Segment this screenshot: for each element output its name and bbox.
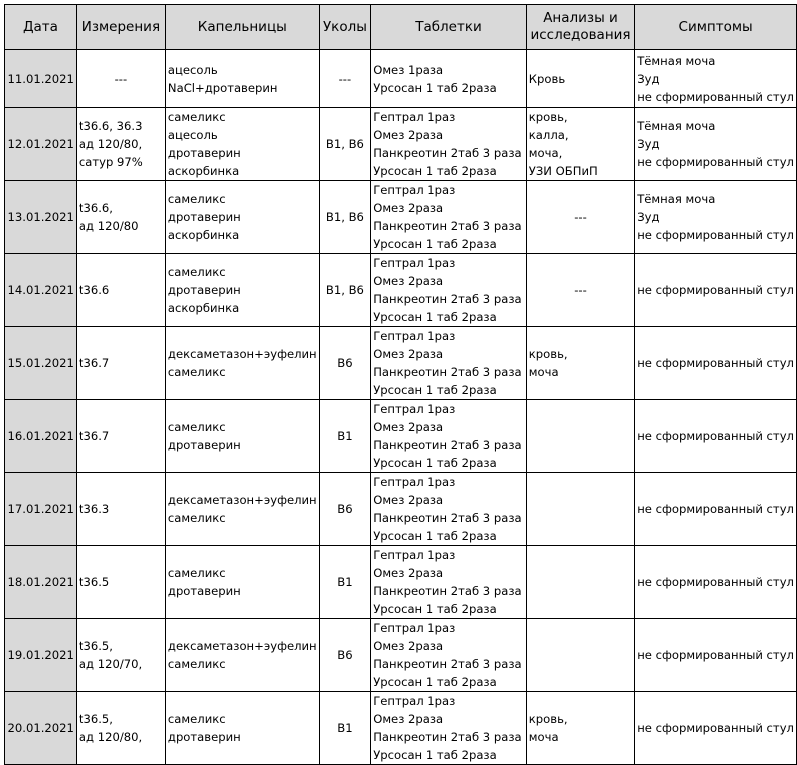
pills-line: Урсосан 1 таб 2раза <box>373 529 497 543</box>
analyses-cell <box>526 108 634 181</box>
pills-line: Панкреотин 2таб 3 раза <box>373 219 522 233</box>
pills-line: Урсосан 1 таб 2раза <box>373 602 497 616</box>
symptoms-cell <box>635 50 797 108</box>
analyses-line: моча <box>528 365 559 379</box>
pills-line: Гептрал 1раз <box>373 548 456 562</box>
drips-line: самеликс <box>167 511 226 525</box>
pills-line: Панкреотин 2таб 3 раза <box>373 584 522 598</box>
analyses-line: калла, <box>528 128 569 142</box>
measurements-cell <box>76 181 165 254</box>
injections-cell: --- <box>319 50 371 108</box>
analyses-line: --- <box>574 210 587 224</box>
drips-line: самеликс <box>167 566 226 580</box>
injections-cell: B1 <box>319 692 371 765</box>
pills-line: Омез 2раза <box>373 712 444 726</box>
drips-cell <box>165 50 319 108</box>
drips-line: дротаверин <box>167 283 241 297</box>
drips-cell <box>165 327 319 400</box>
pills-line: Гептрал 1раз <box>373 329 456 343</box>
measurements-line: t36.6 <box>78 283 110 297</box>
table-row <box>5 546 797 619</box>
table-row <box>5 619 797 692</box>
analyses-cell <box>526 473 634 546</box>
symptoms-line: Тёмная моча <box>637 192 716 206</box>
pills-line: Панкреотин 2таб 3 раза <box>373 511 522 525</box>
pills-line: Урсосан 1 таб 2раза <box>373 748 497 762</box>
injections-cell: B1 <box>319 400 371 473</box>
table-row <box>5 327 797 400</box>
measurements-cell <box>76 619 165 692</box>
drips-cell <box>165 546 319 619</box>
treatment-log-table <box>4 4 797 765</box>
measurements-line: ад 120/70, <box>78 657 143 671</box>
injections-cell: B1, B6 <box>319 108 371 181</box>
pills-line: Омез 2раза <box>373 201 444 215</box>
drips-cell <box>165 254 319 327</box>
analyses-line: кровь, <box>528 347 568 361</box>
symptoms-line: Зуд <box>637 210 660 224</box>
symptoms-line: не сформированный стул <box>637 721 794 735</box>
header-date: Дата <box>5 5 77 50</box>
analyses-cell <box>526 619 634 692</box>
measurements-cell <box>76 473 165 546</box>
pills-line: Панкреотин 2таб 3 раза <box>373 292 522 306</box>
pills-line: Омез 2раза <box>373 128 444 142</box>
header-injections: Уколы <box>319 5 371 50</box>
drips-line: дексаметазон+эуфелин <box>167 493 317 507</box>
injections-cell: B6 <box>319 327 371 400</box>
symptoms-line: Тёмная моча <box>637 53 716 68</box>
pills-line: Омез 2раза <box>373 493 444 507</box>
symptoms-cell <box>635 254 797 327</box>
drips-cell <box>165 400 319 473</box>
measurements-line: t36.7 <box>78 356 110 370</box>
symptoms-cell <box>635 108 797 181</box>
measurements-line: t36.3 <box>78 502 110 516</box>
symptoms-cell <box>635 327 797 400</box>
measurements-cell <box>76 327 165 400</box>
pills-line: Омез 2раза <box>373 420 444 434</box>
measurements-line: ад 120/80, <box>78 137 143 151</box>
pills-line: Панкреотин 2таб 3 раза <box>373 657 522 671</box>
analyses-cell <box>526 546 634 619</box>
date-cell: 20.01.2021 <box>5 692 77 765</box>
analyses-line: кровь, <box>528 110 568 124</box>
symptoms-cell <box>635 400 797 473</box>
date-cell: 12.01.2021 <box>5 108 77 181</box>
measurements-cell <box>76 50 165 108</box>
pills-line: Урсосан 1 таб 2раза <box>373 310 497 324</box>
symptoms-cell <box>635 619 797 692</box>
symptoms-cell <box>635 473 797 546</box>
drips-cell <box>165 473 319 546</box>
pills-cell <box>371 400 527 473</box>
pills-line: Гептрал 1раз <box>373 402 456 416</box>
analyses-cell <box>526 400 634 473</box>
header-pills: Таблетки <box>371 5 527 50</box>
drips-line: дротаверин <box>167 730 241 744</box>
pills-line: Урсосан 1 таб 2раза <box>373 80 497 95</box>
measurements-line: ад 120/80, <box>78 730 143 744</box>
symptoms-line: не сформированный стул <box>637 356 794 370</box>
measurements-cell <box>76 254 165 327</box>
pills-line: Омез 2раза <box>373 347 444 361</box>
injections-cell: B1 <box>319 546 371 619</box>
injections-cell: B1, B6 <box>319 254 371 327</box>
drips-line: самеликс <box>167 265 226 279</box>
measurements-line: t36.5, <box>78 639 113 653</box>
pills-cell <box>371 327 527 400</box>
drips-line: дротаверин <box>167 210 241 224</box>
analyses-line: УЗИ ОБПиП <box>528 164 598 178</box>
measurements-cell <box>76 400 165 473</box>
drips-line: дротаверин <box>167 146 241 160</box>
drips-line: ацесоль <box>167 128 218 142</box>
analyses-cell <box>526 50 634 108</box>
symptoms-line: Зуд <box>637 137 660 151</box>
measurements-line: сатур 97% <box>78 155 143 169</box>
pills-cell <box>371 473 527 546</box>
measurements-line: t36.5 <box>78 575 110 589</box>
symptoms-line: не сформированный стул <box>637 575 794 589</box>
date-cell: 19.01.2021 <box>5 619 77 692</box>
measurements-cell <box>76 108 165 181</box>
symptoms-cell <box>635 181 797 254</box>
pills-cell <box>371 108 527 181</box>
drips-line: NaCl+дротаверин <box>167 80 278 95</box>
pills-line: Урсосан 1 таб 2раза <box>373 675 497 689</box>
drips-line: самеликс <box>167 657 226 671</box>
symptoms-line: не сформированный стул <box>637 502 794 516</box>
pills-line: Омез 2раза <box>373 639 444 653</box>
pills-line: Урсосан 1 таб 2раза <box>373 383 497 397</box>
measurements-line: t36.6, 36.3 <box>78 119 143 133</box>
symptoms-line: не сформированный стул <box>637 89 794 104</box>
pills-line: Омез 1раза <box>373 62 444 77</box>
pills-line: Панкреотин 2таб 3 раза <box>373 730 522 744</box>
table-row <box>5 108 797 181</box>
pills-line: Гептрал 1раз <box>373 183 456 197</box>
date-cell: 17.01.2021 <box>5 473 77 546</box>
symptoms-line: не сформированный стул <box>637 155 794 169</box>
pills-line: Урсосан 1 таб 2раза <box>373 164 497 178</box>
injections-cell: B6 <box>319 473 371 546</box>
drips-line: дротаверин <box>167 584 241 598</box>
drips-cell <box>165 108 319 181</box>
table-row <box>5 400 797 473</box>
analyses-line: кровь, <box>528 712 568 726</box>
drips-line: самеликс <box>167 192 226 206</box>
pills-line: Панкреотин 2таб 3 раза <box>373 365 522 379</box>
measurements-line: --- <box>114 71 128 86</box>
drips-line: аскорбинка <box>167 301 240 315</box>
pills-line: Урсосан 1 таб 2раза <box>373 237 497 251</box>
header-row <box>5 5 797 50</box>
measurements-line: t36.5, <box>78 712 113 726</box>
drips-line: аскорбинка <box>167 164 240 178</box>
date-cell: 18.01.2021 <box>5 546 77 619</box>
header-measurements: Измерения <box>76 5 165 50</box>
drips-line: самеликс <box>167 712 226 726</box>
analyses-line: моча <box>528 730 559 744</box>
measurements-line: ад 120/80 <box>78 219 139 233</box>
pills-line: Гептрал 1раз <box>373 110 456 124</box>
drips-line: самеликс <box>167 420 226 434</box>
symptoms-line: не сформированный стул <box>637 283 794 297</box>
injections-cell: B6 <box>319 619 371 692</box>
table-row <box>5 473 797 546</box>
pills-cell <box>371 181 527 254</box>
pills-line: Гептрал 1раз <box>373 694 456 708</box>
pills-line: Омез 2раза <box>373 274 444 288</box>
drips-cell <box>165 619 319 692</box>
drips-line: самеликс <box>167 110 226 124</box>
measurements-line: t36.6, <box>78 201 113 215</box>
date-cell: 13.01.2021 <box>5 181 77 254</box>
date-cell: 11.01.2021 <box>5 50 77 108</box>
pills-cell <box>371 50 527 108</box>
analyses-line: моча, <box>528 146 563 160</box>
analyses-line: --- <box>574 283 587 297</box>
pills-cell <box>371 254 527 327</box>
pills-line: Омез 2раза <box>373 566 444 580</box>
drips-line: ацесоль <box>167 62 218 77</box>
table-row <box>5 254 797 327</box>
pills-line: Гептрал 1раз <box>373 621 456 635</box>
pills-cell <box>371 546 527 619</box>
date-cell: 14.01.2021 <box>5 254 77 327</box>
drips-line: дексаметазон+эуфелин <box>167 347 317 361</box>
date-cell: 15.01.2021 <box>5 327 77 400</box>
measurements-line: t36.7 <box>78 429 110 443</box>
analyses-line: Кровь <box>528 71 566 86</box>
pills-line: Панкреотин 2таб 3 раза <box>373 438 522 452</box>
symptoms-line: Зуд <box>637 71 660 86</box>
header-drips: Капельницы <box>165 5 319 50</box>
symptoms-line: Тёмная моча <box>637 119 716 133</box>
pills-line: Панкреотин 2таб 3 раза <box>373 146 522 160</box>
symptoms-cell <box>635 546 797 619</box>
pills-cell <box>371 619 527 692</box>
pills-line: Гептрал 1раз <box>373 256 456 270</box>
analyses-cell <box>526 181 634 254</box>
drips-line: дексаметазон+эуфелин <box>167 639 317 653</box>
symptoms-line: не сформированный стул <box>637 228 794 242</box>
table-row <box>5 50 797 108</box>
measurements-cell <box>76 546 165 619</box>
injections-cell: B1, B6 <box>319 181 371 254</box>
header-analyses: Анализы и исследования <box>526 5 634 50</box>
pills-line: Гептрал 1раз <box>373 475 456 489</box>
drips-cell <box>165 181 319 254</box>
drips-line: аскорбинка <box>167 228 240 242</box>
analyses-cell <box>526 254 634 327</box>
analyses-cell <box>526 327 634 400</box>
symptoms-line: не сформированный стул <box>637 429 794 443</box>
drips-line: дротаверин <box>167 438 241 452</box>
table-row <box>5 181 797 254</box>
drips-line: самеликс <box>167 365 226 379</box>
date-cell: 16.01.2021 <box>5 400 77 473</box>
pills-line: Урсосан 1 таб 2раза <box>373 456 497 470</box>
header-symptoms: Симптомы <box>635 5 797 50</box>
symptoms-line: не сформированный стул <box>637 648 794 662</box>
